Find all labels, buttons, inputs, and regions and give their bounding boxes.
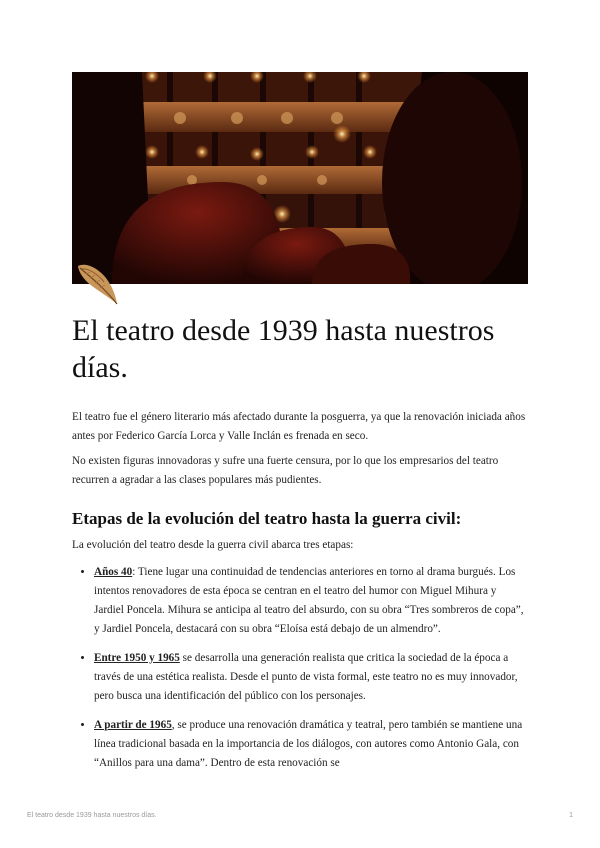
feather-icon — [76, 260, 120, 306]
list-item — [94, 563, 528, 639]
hero-theater-image — [72, 72, 528, 284]
page-number: 1 — [569, 812, 573, 819]
intro-paragraph: El teatro fue el género literario más afectado durante la posguerra, ya que la renovación iniciada años antes por Federico García Lorca y Valle Inclán es frenada en seco. — [72, 411, 526, 442]
stage-text: : Tiene lugar una continuidad de tendencias anteriores en torno al drama burgués. Los intentos renovadores de esta época se centran en el teatro del humor con Miguel Mihura y Jardiel Poncela. Mihura se anticipa al teatro del absurdo, con su obra “Tres sombreros de copa”, y Jardiel Poncela, destacará con su obra “Eloísa está debajo de un almendro”. — [94, 566, 524, 635]
stage-label: Años 40 — [94, 566, 133, 578]
stage-text: se desarrolla una generación realista que critica la sociedad de la época a través de una estética realista. Desde el punto de vista formal, este teatro no es muy innovador, pero busca una identificación del público con los personajes. — [94, 652, 518, 702]
document-body — [72, 408, 528, 783]
stage-label: A partir de 1965 — [94, 719, 172, 731]
intro-paragraph: No existen figuras innovadoras y sufre una fuerte censura, por lo que los empresarios del teatro recurren a agradar a las clases populares más pudientes. — [72, 455, 499, 486]
stage-label: Entre 1950 y 1965 — [94, 652, 180, 664]
list-item — [94, 716, 528, 773]
footer-title: El teatro desde 1939 hasta nuestros días. — [27, 812, 157, 819]
stages-list — [72, 563, 528, 773]
section-heading: Etapas de la evolución del teatro hasta la guerra civil: — [72, 509, 462, 528]
stage-text: , se produce una renovación dramática y teatral, pero también se mantiene una línea tradicional basada en la importancia de los diálogos, con autores como Antonio Gala, con “Anillos para una dama”. Dentro de esta renovación se — [94, 719, 523, 769]
list-item — [94, 649, 528, 706]
page-title: El teatro desde 1939 hasta nuestros días. — [72, 314, 495, 384]
section-lead: La evolución del teatro desde la guerra civil abarca tres etapas: — [72, 539, 354, 551]
